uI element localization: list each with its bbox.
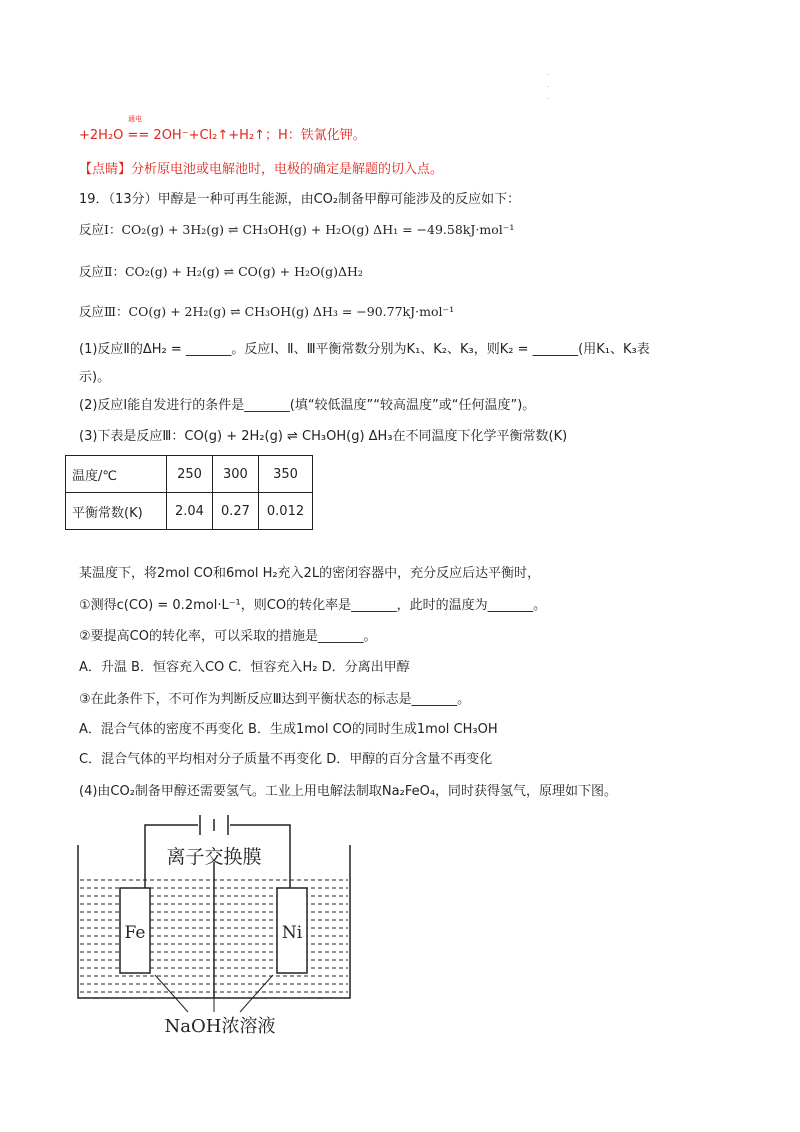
subquestion-3-options-a: A．混合气体的密度不再变化 B．生成1mol CO的同时生成1mol CH₃OH (79, 722, 498, 737)
table-cell: 250 (167, 456, 213, 493)
table-cell: 温度/℃ (66, 456, 167, 493)
equation-tail: +2H₂O == 2OH⁻+Cl₂↑+H₂↑；H：铁氰化钾。 (79, 128, 366, 143)
subquestion-3-options-b: C．混合气体的平均相对分子质量不再变化 D．甲醇的百分含量不再变化 (79, 752, 493, 767)
question-number: 19．（13分） (79, 192, 158, 207)
comment-tag: 【点睛】 (79, 162, 132, 177)
part-2: (2)反应Ⅰ能自发进行的条件是_______(填“较低温度”“较高温度”或“任何温度”)。 (79, 398, 536, 413)
part-4: (4)由CO₂制备甲醇还需要氢气。工业上用电解法制取Na₂FeO₄，同时获得氢气，原理如下图。 (79, 784, 618, 799)
reaction-2: 反应Ⅱ：CO₂(g) + H₂(g) ⇌ CO(g) + H₂O(g)ΔH₂ (79, 264, 363, 279)
ni-label: Ni (281, 923, 303, 943)
table-row (66, 456, 313, 493)
part-1-line-a: (1)反应Ⅱ的ΔH₂ = _______。反应Ⅰ、Ⅱ、Ⅲ平衡常数分别为K₁、K₂、K₃，则K₂ = _______(用K₁、K₃表 (79, 342, 650, 357)
subquestion-2-options: A．升温 B．恒容充入CO C．恒容充入H₂ D．分离出甲醇 (79, 660, 410, 675)
equilibrium-constant-table (65, 455, 313, 530)
table-cell: 350 (258, 456, 312, 493)
table-cell: 2.04 (167, 493, 213, 530)
condition-line: 某温度下，将2mol CO和6mol H₂充入2L的密闭容器中，充分反应后达平衡时， (79, 566, 541, 581)
subquestion-2: ②要提高CO的转化率，可以采取的措施是_______。 (79, 629, 377, 644)
question-header (79, 188, 520, 207)
reaction-3: 反应Ⅲ：CO(g) + 2H₂(g) ⇌ CH₃OH(g) ΔH₃ = −90.77kJ·mol⁻¹ (79, 304, 455, 319)
fe-label: Fe (124, 923, 146, 943)
comment-text: 分析原电池或电解池时，电极的确定是解题的切入点。 (131, 162, 444, 177)
table-cell: 0.012 (258, 493, 312, 530)
subquestion-1: ①测得c(CO) = 0.2mol·L⁻¹，则CO的转化率是_______，此时的温度为_______。 (79, 598, 547, 613)
subquestion-3: ③在此条件下，不可作为判断反应Ⅲ达到平衡状态的标志是_______。 (79, 692, 471, 707)
electrolysis-diagram (60, 800, 380, 1040)
over-label: 通电 (128, 115, 142, 123)
table-cell: 平衡常数(K) (66, 493, 167, 530)
part-1-line-b: 示)。 (79, 370, 111, 385)
solution-label: NaOH浓溶液 (164, 1016, 276, 1037)
label-pointers (155, 975, 273, 1012)
table-cell: 300 (212, 456, 258, 493)
table-row (66, 493, 313, 530)
part-3: (3)下表是反应Ⅲ：CO(g) + 2H₂(g) ⇌ CH₃OH(g) ΔH₃在不同温度下化学平衡常数(K) (79, 429, 568, 444)
question-intro: 甲醇是一种可再生能源，由CO₂制备甲醇可能涉及的反应如下： (157, 192, 521, 207)
corner-dots: · · · (547, 72, 549, 103)
reaction-1: 反应Ⅰ：CO₂(g) + 3H₂(g) ⇌ CH₃OH(g) + H₂O(g) ΔH₁ = −49.58kJ·mol⁻¹ (79, 222, 515, 237)
membrane-label: 离子交换膜 (166, 846, 262, 868)
table-cell: 0.27 (212, 493, 258, 530)
comment-line (79, 158, 443, 177)
